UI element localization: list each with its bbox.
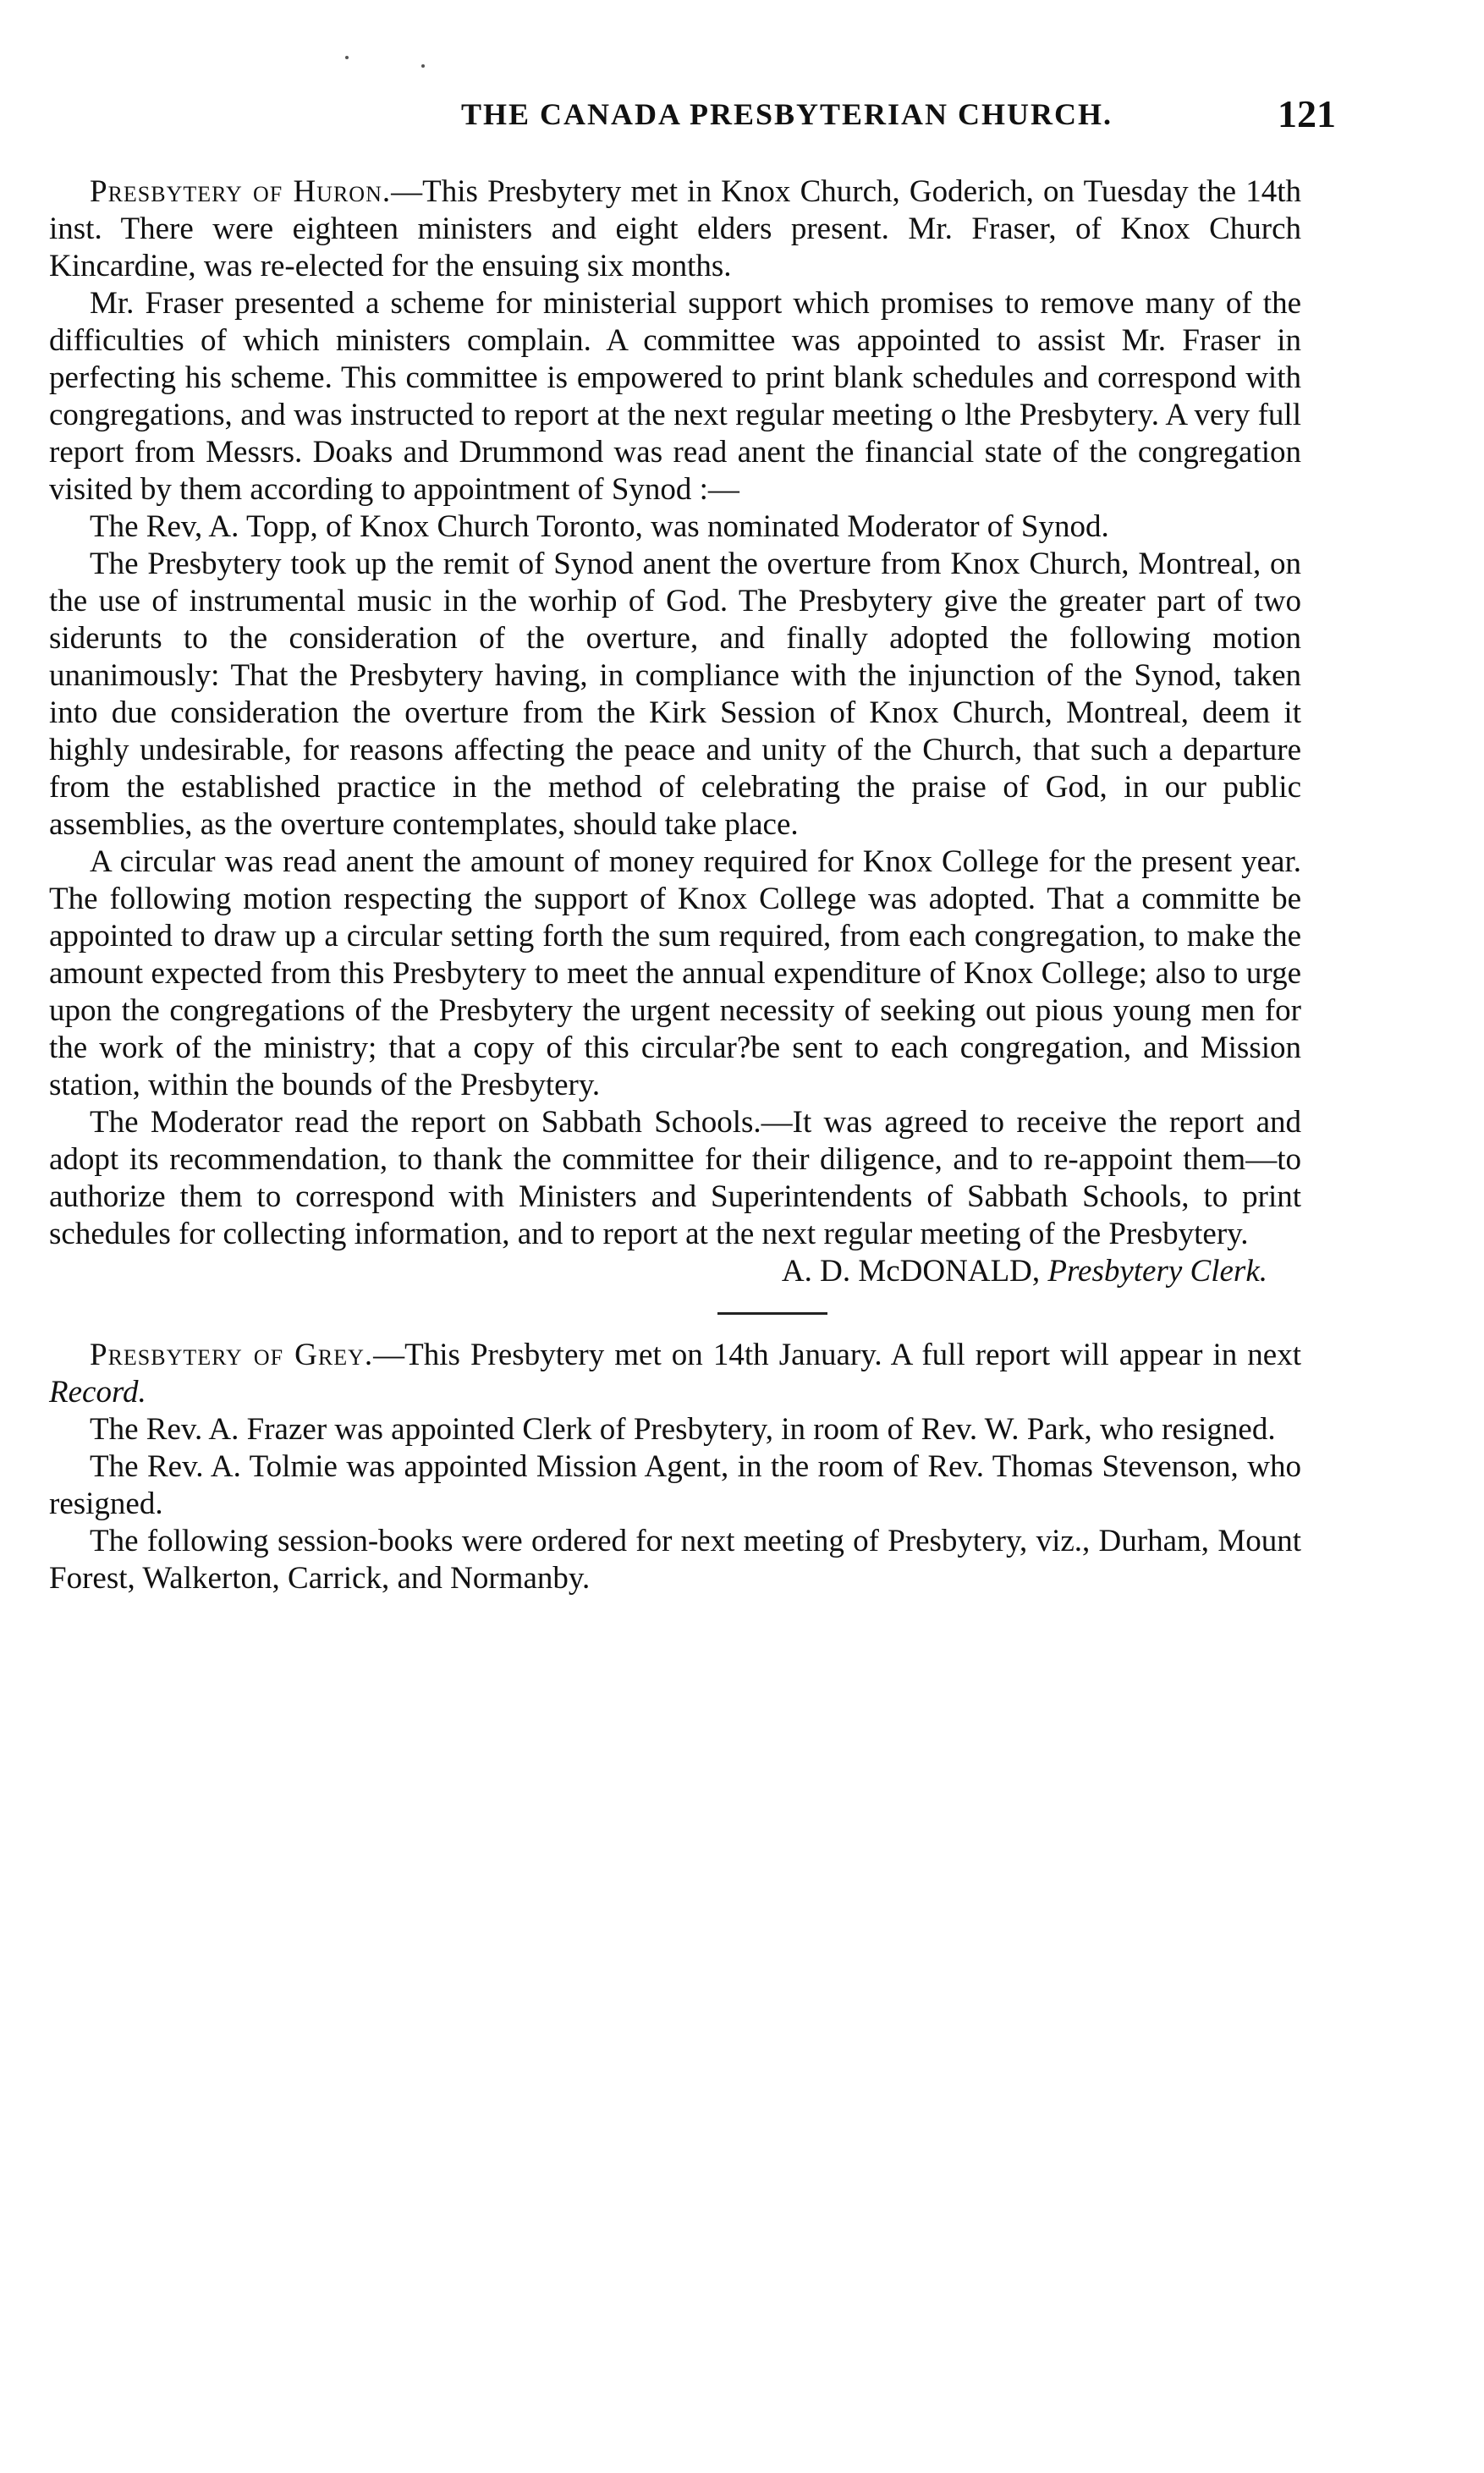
- record-title: Record.: [49, 1375, 146, 1410]
- huron-p1-text: —This Presbytery met in Knox Church, Goderich, on Tuesday the 14th inst. There were eighteen ministers and eight elders present. Mr. Fraser, of Knox Church Kincardine, was re-elected for the ensuing six months.: [49, 174, 1301, 283]
- print-speck: [421, 64, 425, 68]
- grey-paragraph: The Rev. A. Frazer was appointed Clerk of Presbytery, in room of Rev. W. Park, who resigned.: [90, 1412, 1276, 1447]
- article-body: [49, 173, 1301, 1597]
- section-heading-grey: Presbytery of Grey.: [90, 1338, 374, 1372]
- signature-name: A. D. McDONALD,: [781, 1254, 1041, 1289]
- section-divider: [717, 1312, 827, 1315]
- grey-paragraph: The Rev. A. Tolmie was appointed Mission Agent, in the room of Rev. Thomas Stevenson, who resigned.: [49, 1449, 1301, 1521]
- signature-role: Presbytery Clerk.: [1047, 1254, 1267, 1289]
- huron-paragraph: [49, 173, 1301, 285]
- grey-p1-text: —This Presbytery met on 14th January. A full report will appear in next: [373, 1338, 1301, 1372]
- section-heading-huron: Presbytery of Huron.: [90, 174, 392, 209]
- huron-paragraph: Mr. Fraser presented a scheme for ministerial support which promises to remove many of the difficulties of which ministers complain. A committee was appointed to assist Mr. Fraser in perfecting his scheme. This committee is empowered to print blank schedules and correspond with congregations, and was instructed to report at the next regular meeting o lthe Presbytery. A very full report from Messrs. Doaks and Drummond was read anent the financial state of the congregation visited by them according to appointment of Synod :—: [49, 286, 1301, 507]
- grey-paragraph: [49, 1337, 1301, 1411]
- huron-paragraph: The Moderator read the report on Sabbath Schools.—It was agreed to receive the report and adopt its recommendation, to thank the committee for their diligence, and to re-appoint them—to authorize them to correspond with Ministers and Superintendents of Sabbath Schools, to print schedules for collecting information, and to report at the next regular meeting of the Presbytery.: [49, 1105, 1301, 1251]
- running-head: THE CANADA PRESBYTERIAN CHURCH.: [460, 97, 1113, 131]
- huron-paragraph: A circular was read anent the amount of money required for Knox College for the present year. The following motion respecting the support of Knox College was adopted. That a committe be appointed to draw up a circular setting forth the sum required, from each congregation, to make the amount expected from this Presbytery to meet the annual expenditure of Knox College; also to urge upon the congregations of the Presbytery the urgent necessity of seeking out pious young men for the work of the ministry; that a copy of this circular?be sent to each congregation, and Mission station, within the bounds of the Presbytery.: [49, 844, 1301, 1102]
- page-number: 121: [1278, 92, 1336, 135]
- grey-paragraph: The following session-books were ordered for next meeting of Presbytery, viz., Durham, Mount Forest, Walkerton, Carrick, and Normanby.: [49, 1524, 1301, 1596]
- signature-line: [49, 1253, 1301, 1290]
- huron-paragraph: The Rev, A. Topp, of Knox Church Toronto, was nominated Moderator of Synod.: [90, 509, 1109, 544]
- huron-paragraph: The Presbytery took up the remit of Synod anent the overture from Knox Church, Montreal, on the use of instrumental music in the worhip of God. The Presbytery give the greater part of two siderunts to the consideration of the overture, and finally adopted the following motion unanimously: That the Presbytery having, in compliance with the injunction of the Synod, taken into due consideration the overture from the Kirk Session of Knox Church, Montreal, deem it highly undesirable, for reasons affecting the peace and unity of the Church, that such a departure from the established practice in the method of celebrating the praise of God, in our public assemblies, as the overture contemplates, should take place.: [49, 547, 1301, 842]
- print-speck: [345, 56, 349, 59]
